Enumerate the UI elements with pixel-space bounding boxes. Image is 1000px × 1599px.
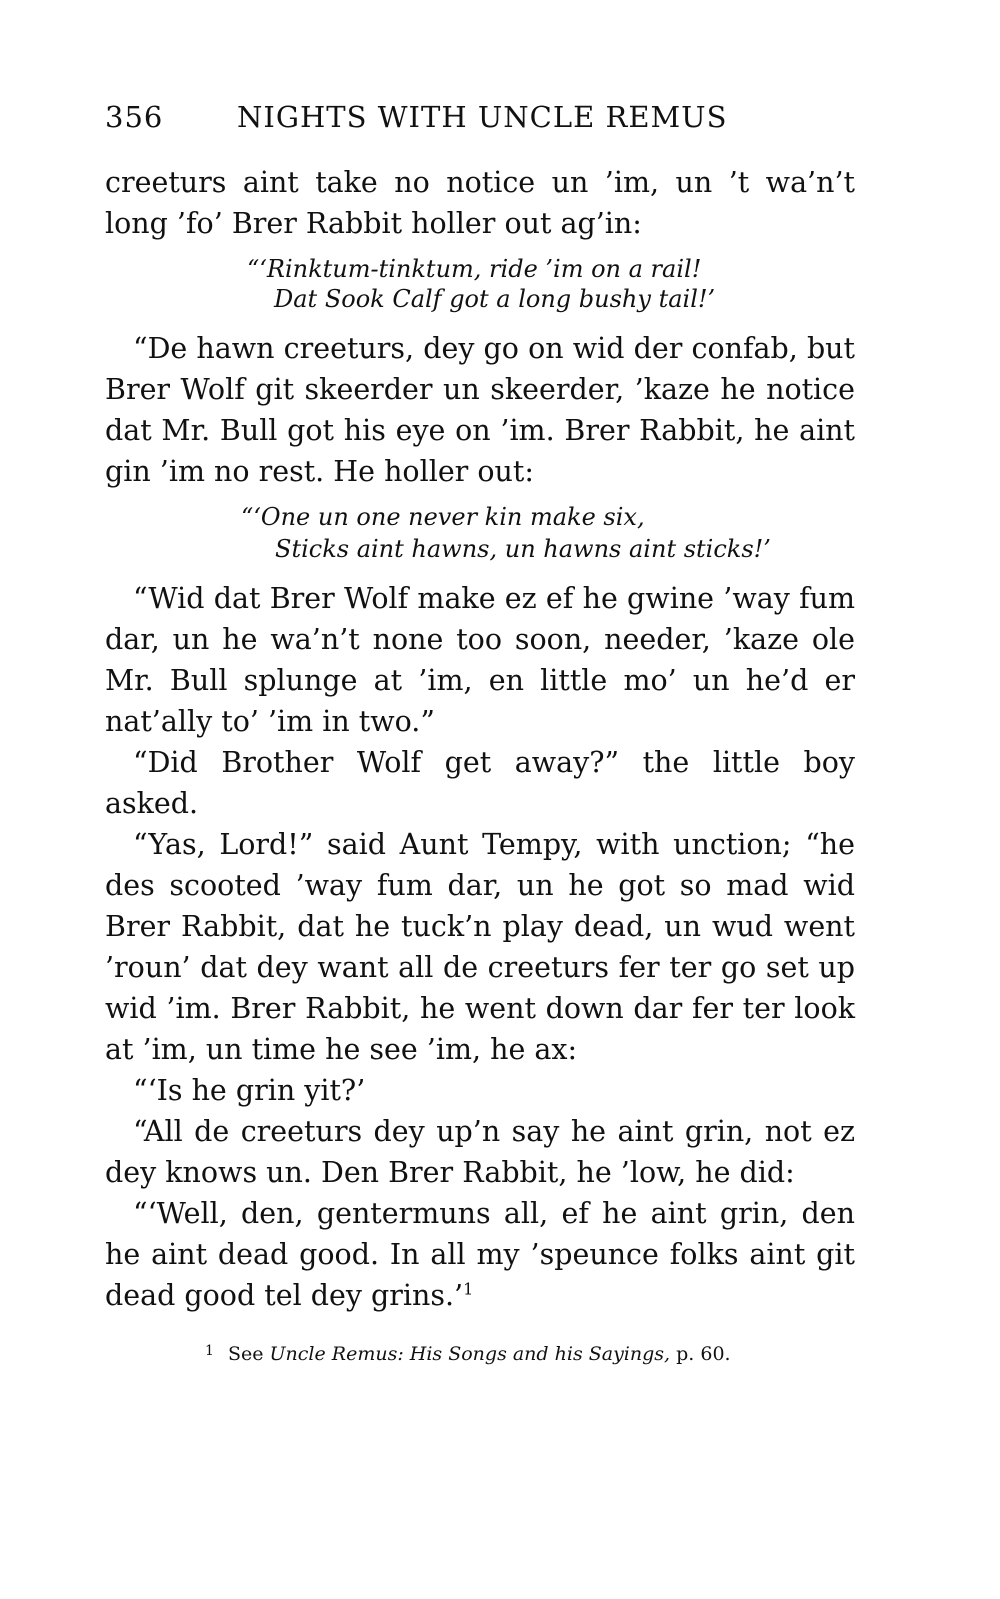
paragraph-8 bbox=[105, 1193, 855, 1316]
footnote bbox=[205, 1343, 731, 1365]
verse-one-un-one bbox=[105, 502, 855, 564]
verse-rinktum bbox=[105, 254, 855, 314]
footnote-title: Uncle Remus: His Songs and his Sayings, bbox=[269, 1343, 671, 1365]
paragraph-1: creeturs aint take no notice un ’im, un ’t wa’n’t long ’fo’ Brer Rabbit holler out ag’in: bbox=[105, 166, 855, 240]
paragraph-4: “Did Brother Wolf get away?” the little boy asked. bbox=[105, 746, 855, 820]
running-head: NIGHTS WITH UNCLE REMUS bbox=[237, 100, 728, 134]
paragraph-2: “De hawn creeturs, dey go on wid der confab, but Brer Wolf git skeerder un skeerder, ’kaze he notice dat Mr. Bull got his eye on ’im. Brer Rabbit, he aint gin ’im no rest. He holler out: bbox=[105, 332, 855, 488]
paragraph-7: “All de creeturs dey up’n say he aint grin, not ez dey knows un. Den Brer Rabbit, he ’low, he did: bbox=[105, 1115, 855, 1189]
body-text bbox=[105, 162, 855, 1316]
footnote-prefix: See bbox=[227, 1343, 264, 1365]
paragraph-5: “Yas, Lord!” said Aunt Tempy, with unction; “he des scooted ’way fum dar, un he got so mad wid Brer Rabbit, dat he tuck’n play dead, un wud went ’roun’ dat dey want all de creeturs fer ter go set up wid ’im. Brer Rabbit, he went down dar fer ter look at ’im, un time he see ’im, he ax: bbox=[105, 828, 855, 1066]
verse-line: “‘Rinktum-tinktum, ride ’im on a rail! bbox=[247, 255, 702, 283]
verse-line: Sticks aint hawns, un hawns aint sticks!’ bbox=[275, 535, 771, 563]
paragraph-3: “Wid dat Brer Wolf make ez ef he gwine ’way fum dar, un he wa’n’t none too soon, needer, ’kaze ole Mr. Bull splunge at ’im, en little mo’ un he’d er nat’ally to’ ’im in two.” bbox=[105, 582, 855, 738]
footnote-suffix: p. 60. bbox=[676, 1343, 731, 1365]
verse-line: Dat Sook Calf got a long bushy tail!’ bbox=[274, 285, 716, 313]
page-number: 356 bbox=[105, 100, 164, 134]
verse-line: “‘One un one never kin make six, bbox=[241, 503, 645, 531]
footnote-reference: 1 bbox=[463, 1279, 474, 1299]
paragraph-6: “‘Is he grin yit?’ bbox=[133, 1074, 366, 1107]
paragraph-8-text: “‘Well, den, gentermuns all, ef he aint grin, den he aint dead good. In all my ’speunce folks aint git dead good tel dey grins.’ bbox=[105, 1197, 855, 1312]
page-header bbox=[105, 100, 735, 140]
footnote-marker: 1 bbox=[205, 1343, 214, 1359]
